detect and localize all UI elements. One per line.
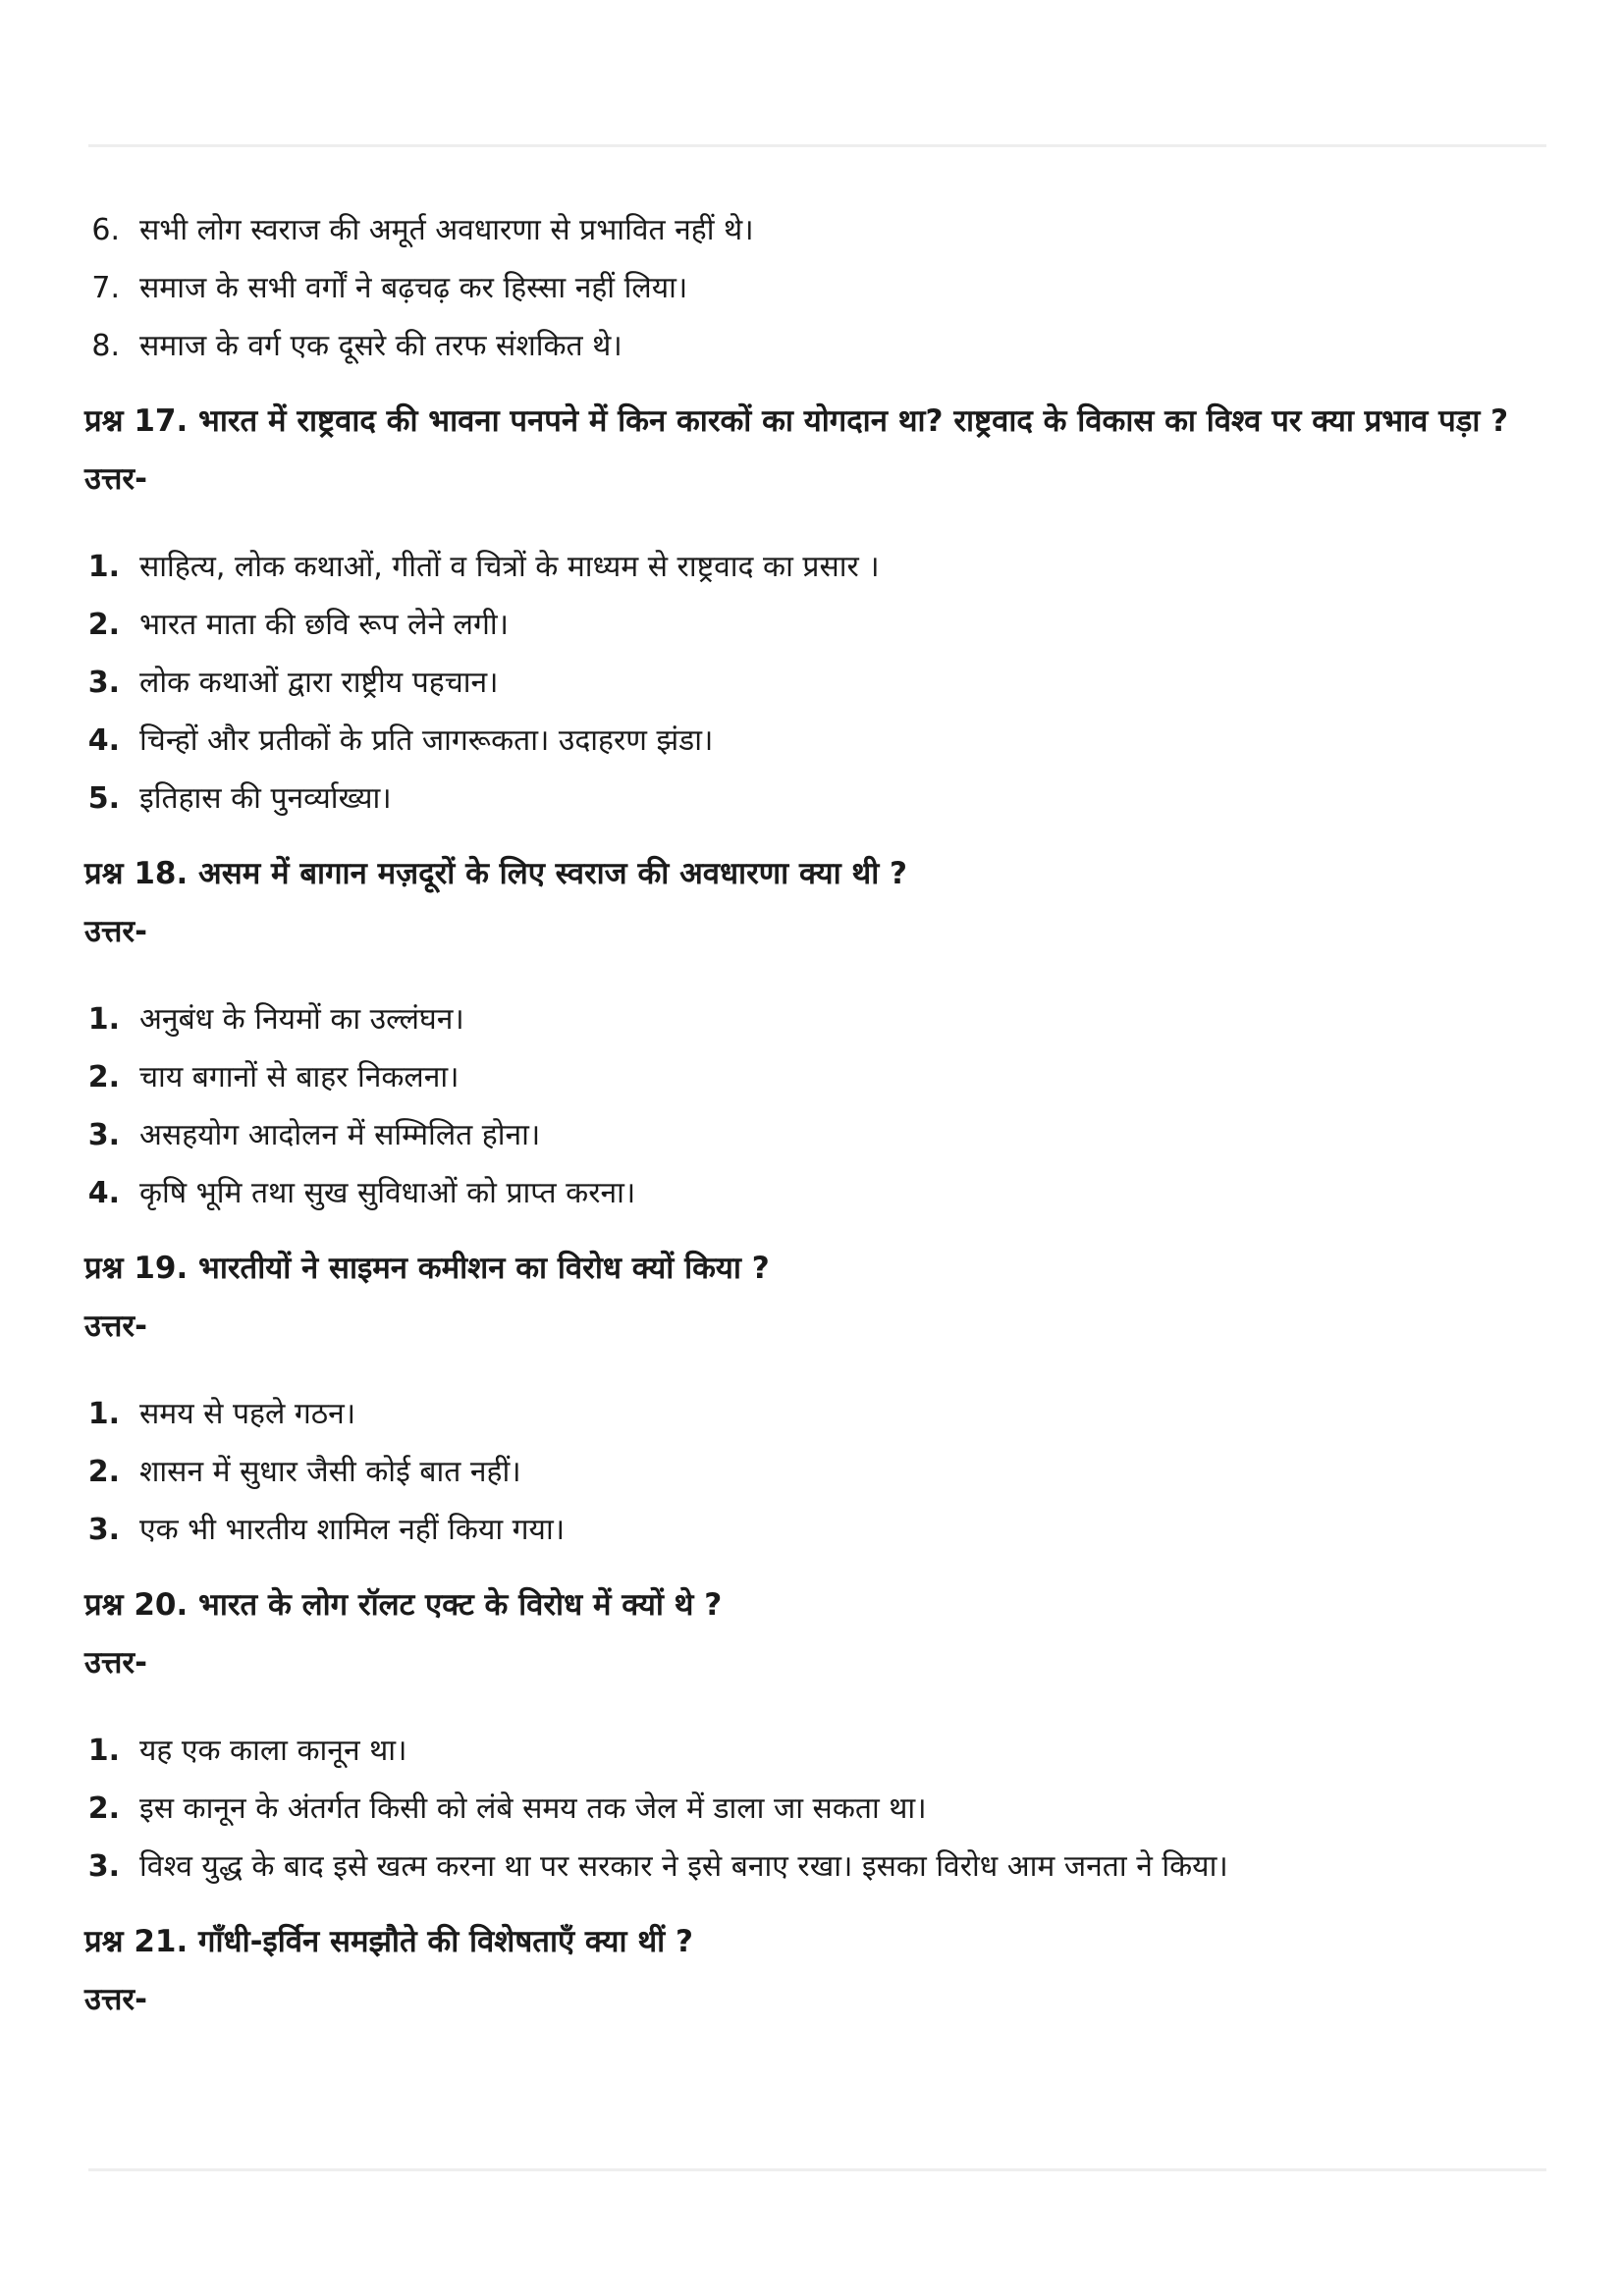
- question-heading: प्रश्न 20. भारत के लोग रॉलट एक्ट के विरोध में क्यों थे ?: [84, 1587, 723, 1623]
- answer-label: उत्तर-: [84, 1308, 147, 1344]
- list-item: [84, 654, 1557, 712]
- answer-list: [84, 1722, 1557, 1896]
- list-number: 3.: [87, 1118, 120, 1152]
- list-text: साहित्य, लोक कथाओं, गीतों व चित्रों के माध्यम से राष्ट्रवाद का प्रसार ।: [139, 550, 880, 584]
- answer-list: [84, 538, 1557, 828]
- list-item: [84, 990, 1557, 1048]
- answer-label: उत्तर-: [84, 1645, 147, 1681]
- question-block-21: [84, 1913, 1557, 2029]
- list-number: 6.: [91, 213, 120, 247]
- question-block-17: [84, 393, 1557, 828]
- list-item: [84, 712, 1557, 770]
- list-number: 4.: [87, 1176, 120, 1210]
- question-block-18: [84, 845, 1557, 1222]
- list-text: यह एक काला कानून था।: [139, 1734, 407, 1768]
- question-heading: प्रश्न 18. असम में बागान मज़दूरों के लिए स्वराज की अवधारणा क्या थी ?: [84, 856, 908, 891]
- list-item: [84, 1780, 1557, 1838]
- list-text: इस कानून के अंतर्गत किसी को लंबे समय तक जेल में डाला जा सकता था।: [139, 1791, 927, 1826]
- list-item: [84, 1501, 1557, 1559]
- list-text: अनुबंध के नियमों का उल्लंघन।: [139, 1002, 464, 1037]
- list-text: समय से पहले गठन।: [139, 1397, 356, 1431]
- list-item: [84, 1048, 1557, 1106]
- question-heading: प्रश्न 17. भारत में राष्ट्रवाद की भावना पनपने में किन कारकों का योगदान था? राष्ट्रवाद के विकास का विश्व पर क्या प्रभाव पड़ा ?: [84, 403, 1509, 439]
- list-number: 1.: [87, 550, 120, 584]
- question-heading: प्रश्न 19. भारतीयों ने साइमन कमीशन का विरोध क्यों किया ?: [84, 1251, 770, 1286]
- list-number: 2.: [87, 1791, 120, 1826]
- list-number: 1.: [87, 1397, 120, 1431]
- list-item: [84, 770, 1557, 828]
- list-text: शासन में सुधार जैसी कोई बात नहीं।: [139, 1455, 521, 1489]
- question-block-20: [84, 1576, 1557, 1896]
- list-number: 8.: [91, 329, 120, 363]
- bottom-divider: [88, 2168, 1546, 2171]
- list-number: 3.: [87, 1849, 120, 1884]
- list-text: लोक कथाओं द्वारा राष्ट्रीय पहचान।: [139, 666, 499, 700]
- list-item: [84, 538, 1557, 596]
- list-item: [84, 1106, 1557, 1164]
- list-text: इतिहास की पुनर्व्याख्या।: [139, 781, 392, 816]
- list-item: [84, 1443, 1557, 1501]
- list-text: भारत माता की छवि रूप लेने लगी।: [139, 608, 510, 642]
- list-item: [84, 259, 1557, 317]
- list-number: 2.: [87, 1455, 120, 1489]
- document-body: [84, 201, 1557, 2029]
- list-number: 2.: [87, 608, 120, 642]
- list-number: 4.: [87, 723, 120, 758]
- list-item: [84, 1385, 1557, 1443]
- answer-list: [84, 990, 1557, 1222]
- list-text: चिन्हों और प्रतीकों के प्रति जागरूकता। उदाहरण झंडा।: [139, 723, 714, 758]
- list-item: [84, 596, 1557, 654]
- list-item: [84, 1722, 1557, 1780]
- list-number: 7.: [91, 271, 120, 305]
- list-number: 2.: [87, 1060, 120, 1095]
- list-item: [84, 317, 1557, 375]
- list-text: विश्व युद्ध के बाद इसे खत्म करना था पर सरकार ने इसे बनाए रखा। इसका विरोध आम जनता ने किया।: [139, 1849, 1228, 1884]
- list-number: 3.: [87, 1513, 120, 1547]
- answer-label: उत्तर-: [84, 914, 147, 949]
- list-text: समाज के वर्ग एक दूसरे की तरफ संशकित थे।: [139, 329, 622, 363]
- list-text: असहयोग आदोलन में सम्मिलित होना।: [139, 1118, 541, 1152]
- top-divider: [88, 144, 1546, 147]
- list-text: चाय बगानों से बाहर निकलना।: [139, 1060, 460, 1095]
- list-item: [84, 1838, 1557, 1896]
- list-text: सभी लोग स्वराज की अमूर्त अवधारणा से प्रभावित नहीं थे।: [139, 213, 754, 247]
- list-number: 5.: [87, 781, 120, 816]
- answer-label: उत्तर-: [84, 1982, 147, 2017]
- list-text: कृषि भूमि तथा सुख सुविधाओं को प्राप्त करना।: [139, 1176, 636, 1210]
- list-number: 1.: [87, 1002, 120, 1037]
- list-text: एक भी भारतीय शामिल नहीं किया गया।: [139, 1513, 566, 1547]
- list-number: 1.: [87, 1734, 120, 1768]
- question-block-19: [84, 1240, 1557, 1559]
- question-heading: प्रश्न 21. गाँधी-इर्विन समझौते की विशेषताएँ क्या थीं ?: [84, 1924, 693, 1959]
- list-item: [84, 201, 1557, 259]
- answer-label: उत्तर-: [84, 461, 147, 497]
- answer-list: [84, 1385, 1557, 1559]
- list-text: समाज के सभी वर्गों ने बढ़चढ़ कर हिस्सा नहीं लिया।: [139, 271, 688, 305]
- list-number: 3.: [87, 666, 120, 700]
- continued-answer-list: [84, 201, 1557, 375]
- list-item: [84, 1164, 1557, 1222]
